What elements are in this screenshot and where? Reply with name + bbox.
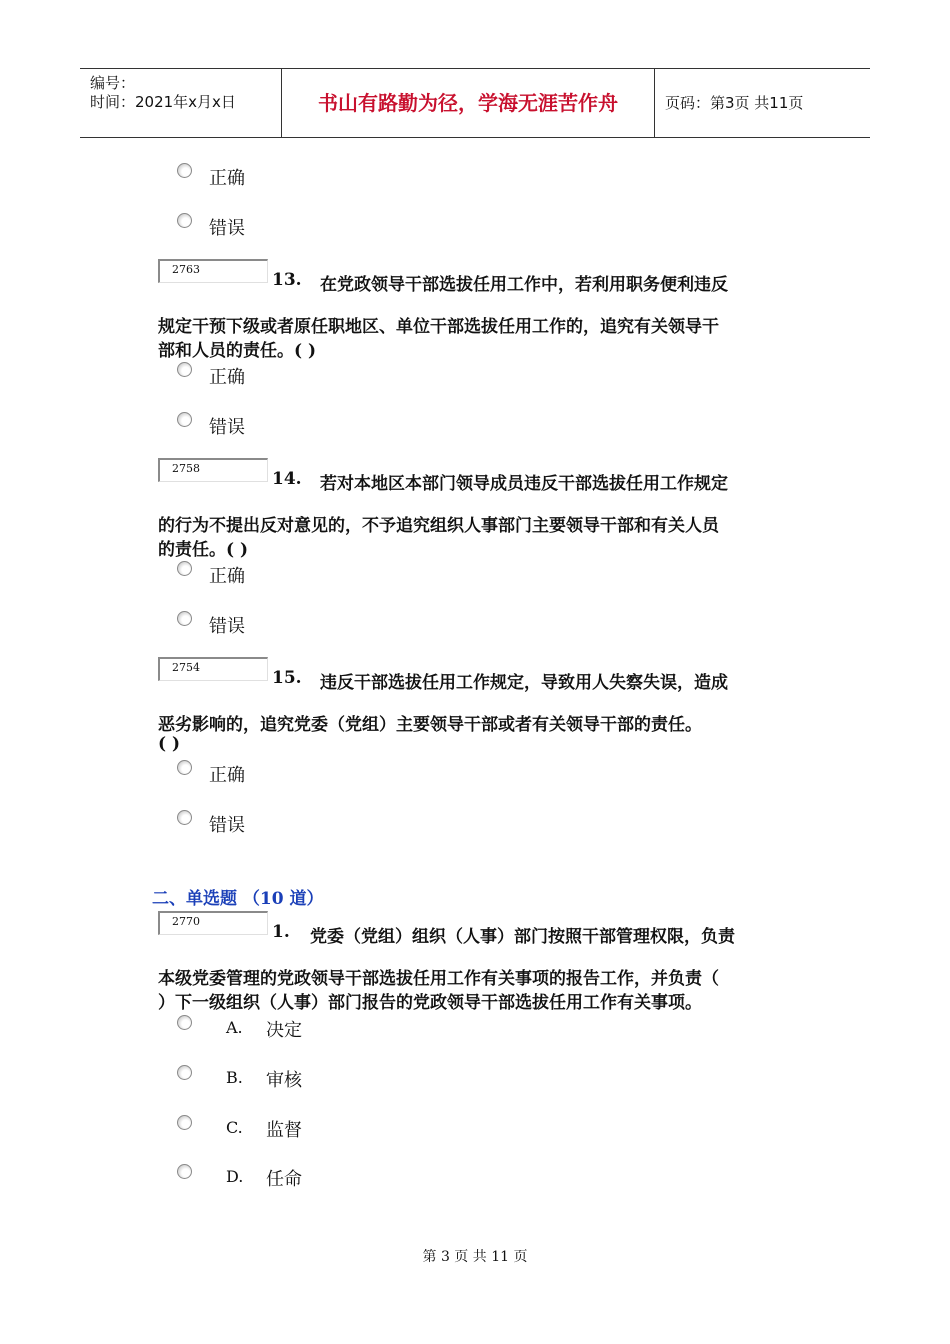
radio-q15-true[interactable] [177, 760, 192, 775]
option-label-q14-false: 错误 [209, 616, 245, 637]
question-id-box[interactable]: 2758 [158, 458, 268, 482]
question-text-line: ）下一级组织（人事）部门报告的党政领导干部选拔任用工作有关事项。 [158, 993, 702, 1013]
question-text-line: 的责任。( ) [158, 540, 249, 560]
option-text: 监督 [266, 1120, 302, 1141]
radio-q12-true[interactable] [177, 163, 192, 178]
header-motto: 书山有路勤为径，学海无涯苦作舟 [282, 69, 655, 137]
question-number: 1. [272, 922, 290, 942]
question-text-line: 部和人员的责任。( ) [158, 341, 317, 361]
radio-q13-true[interactable] [177, 362, 192, 377]
question-number: 13. [272, 270, 302, 290]
option-label-q15-true: 正确 [209, 765, 245, 786]
option-text: 审核 [266, 1070, 302, 1091]
question-text-line: 的行为不提出反对意见的，不予追究组织人事部门主要领导干部和有关人员 [158, 516, 719, 536]
question-text-line: 本级党委管理的党政领导干部选拔任用工作有关事项的报告工作，并负责（ [158, 969, 719, 989]
page-footer: 第 3 页 共 11 页 [422, 1249, 528, 1265]
option-label-q12-true: 正确 [209, 168, 245, 189]
option-text: 任命 [266, 1169, 302, 1190]
radio-q14-true[interactable] [177, 561, 192, 576]
option-label-q12-false: 错误 [209, 218, 245, 239]
option-letter: A. [226, 1018, 243, 1037]
radio-q12-false[interactable] [177, 213, 192, 228]
question-text-line: 若对本地区本部门领导成员违反干部选拔任用工作规定 [320, 474, 728, 494]
question-text-line: ( ) [158, 734, 181, 754]
serial-label: 编号： [90, 74, 136, 92]
option-letter: D. [226, 1167, 244, 1186]
radio-q15-false[interactable] [177, 810, 192, 825]
question-text-line: 在党政领导干部选拔任用工作中，若利用职务便利违反 [320, 275, 728, 295]
date-line: 时间：2021年x月x日 [90, 93, 236, 111]
question-number: 15. [272, 668, 302, 688]
section-title: 二、单选题 （10 道） [152, 889, 324, 909]
radio-option-d[interactable] [177, 1164, 192, 1179]
radio-option-b[interactable] [177, 1065, 192, 1080]
question-text-line: 党委（党组）组织（人事）部门按照干部管理权限，负责 [310, 927, 735, 947]
option-label-q15-false: 错误 [209, 815, 245, 836]
option-text: 决定 [266, 1020, 302, 1041]
option-letter: C. [226, 1118, 243, 1137]
option-label-q13-false: 错误 [209, 417, 245, 438]
radio-q14-false[interactable] [177, 611, 192, 626]
question-text-line: 违反干部选拔任用工作规定，导致用人失察失误，造成 [320, 673, 728, 693]
question-id-box[interactable]: 2754 [158, 657, 268, 681]
radio-option-a[interactable] [177, 1015, 192, 1030]
radio-q13-false[interactable] [177, 412, 192, 427]
question-id-box[interactable]: 2770 [158, 911, 268, 935]
header-meta-cell [80, 69, 282, 137]
page-header [80, 68, 870, 138]
question-number: 14. [272, 469, 302, 489]
question-text-line: 恶劣影响的，追究党委（党组）主要领导干部或者有关领导干部的责任。 [158, 715, 702, 735]
question-id-box[interactable]: 2763 [158, 259, 268, 283]
option-label-q13-true: 正确 [209, 367, 245, 388]
option-label-q14-true: 正确 [209, 566, 245, 587]
question-text-line: 规定干预下级或者原任职地区、单位干部选拔任用工作的，追究有关领导干 [158, 317, 719, 337]
radio-option-c[interactable] [177, 1115, 192, 1130]
option-letter: B. [226, 1068, 243, 1087]
header-page-info: 页码：第3页 共11页 [665, 94, 804, 112]
